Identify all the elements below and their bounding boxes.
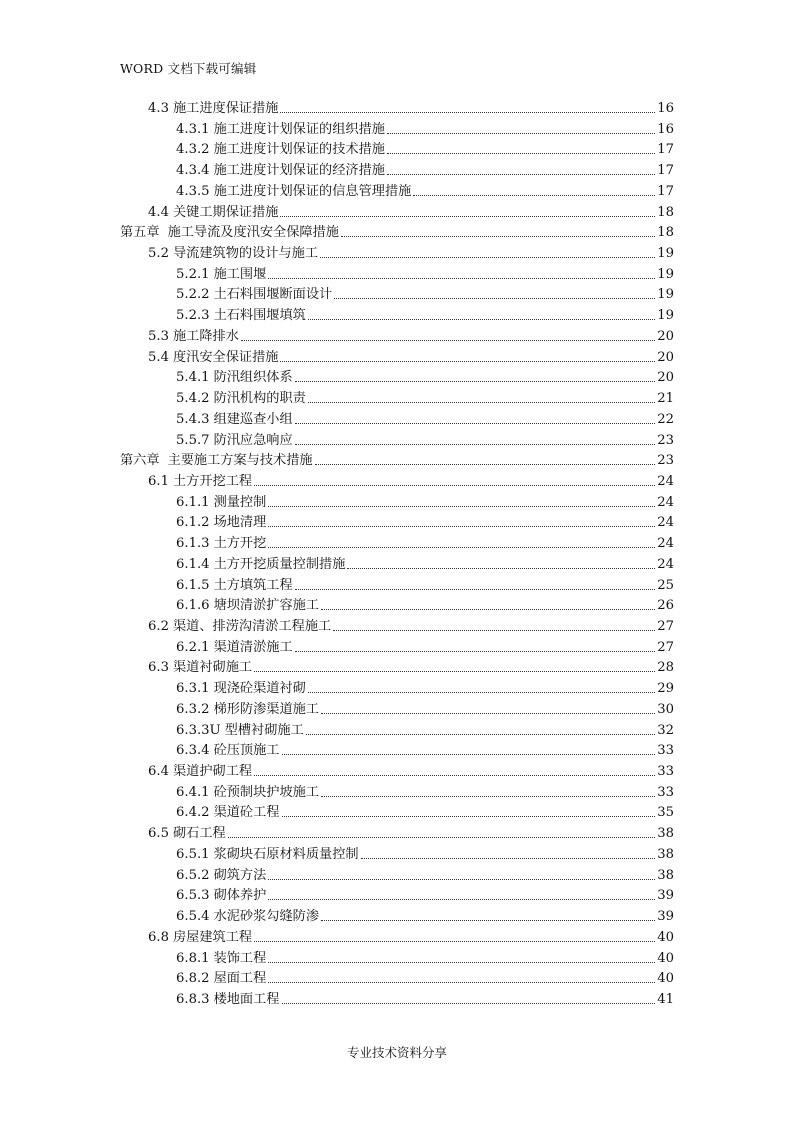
toc-entry-number: 5.3 bbox=[148, 328, 169, 344]
toc-entry-page: 20 bbox=[657, 370, 674, 386]
toc-entry-title: 施工导流及度汛安全保障措施 bbox=[167, 225, 339, 241]
toc-entry-page: 38 bbox=[657, 826, 674, 842]
toc-entry-number: 6.1.1 bbox=[176, 494, 210, 510]
toc-entry-title: 关键工期保证措施 bbox=[172, 204, 279, 220]
toc-entry-number: 6.1.4 bbox=[176, 556, 210, 572]
toc-entry-number: 6.5 bbox=[148, 826, 169, 842]
dot-leader bbox=[308, 318, 655, 320]
toc-entry-page: 19 bbox=[657, 308, 674, 324]
dot-leader bbox=[347, 567, 655, 569]
toc-entry-page: 19 bbox=[657, 287, 674, 303]
toc-entry-page: 23 bbox=[657, 453, 674, 469]
toc-entry-page: 38 bbox=[657, 867, 674, 883]
toc-entry-page: 39 bbox=[657, 909, 674, 925]
toc-entry-title: 浆砌块石原材料质量控制 bbox=[213, 846, 359, 862]
toc-entry-title: 土石料围堰填筑 bbox=[213, 308, 306, 324]
toc-entry-page: 29 bbox=[657, 681, 674, 697]
toc-entry-page: 24 bbox=[657, 536, 674, 552]
toc-entry-page: 18 bbox=[657, 204, 674, 220]
dot-leader bbox=[387, 173, 655, 175]
toc-entry[interactable] bbox=[176, 574, 674, 594]
toc-entry-page: 40 bbox=[657, 950, 674, 966]
dot-leader bbox=[413, 194, 655, 196]
toc-entry-page: 33 bbox=[657, 743, 674, 759]
toc-entry-title: 土方填筑工程 bbox=[213, 577, 293, 593]
dot-leader bbox=[334, 297, 655, 299]
toc-entry-page: 20 bbox=[657, 349, 674, 365]
toc-entry-number: 6.3.3U bbox=[176, 722, 221, 738]
toc-entry[interactable] bbox=[148, 926, 674, 946]
toc-entry[interactable] bbox=[176, 677, 674, 697]
toc-entry[interactable] bbox=[176, 781, 674, 801]
toc-entry[interactable] bbox=[176, 511, 674, 531]
dot-leader bbox=[280, 360, 655, 362]
page-footer: 专业技术资料分享 bbox=[346, 1045, 447, 1060]
toc-entry-title: 施工进度保证措施 bbox=[172, 101, 279, 116]
toc-entry-number: 6.3.4 bbox=[176, 743, 210, 759]
dot-leader bbox=[341, 235, 655, 237]
toc-entry[interactable] bbox=[176, 967, 674, 987]
toc-entry-page: 16 bbox=[657, 121, 674, 137]
toc-entry[interactable] bbox=[176, 884, 674, 904]
dot-leader bbox=[268, 546, 655, 548]
toc-entry-title: 砼预制块护坡施工 bbox=[213, 784, 320, 800]
toc-entry[interactable] bbox=[176, 366, 674, 386]
toc-entry-page: 24 bbox=[657, 473, 674, 489]
toc-entry-page: 40 bbox=[657, 929, 674, 945]
toc-entry[interactable] bbox=[176, 864, 674, 884]
toc-entry-page: 20 bbox=[657, 328, 674, 344]
toc-entry-title: 水泥砂浆勾缝防渗 bbox=[213, 909, 320, 925]
toc-entry-page: 24 bbox=[657, 494, 674, 510]
dot-leader bbox=[321, 795, 655, 797]
toc-entry[interactable] bbox=[120, 221, 674, 241]
toc-entry-title: 土石料围堰断面设计 bbox=[213, 287, 333, 303]
toc-entry[interactable] bbox=[176, 118, 674, 138]
dot-leader bbox=[282, 815, 656, 817]
toc-entry-page: 27 bbox=[657, 619, 674, 634]
toc-entry[interactable] bbox=[176, 429, 674, 449]
toc-entry-number: 5.2.2 bbox=[176, 287, 210, 303]
toc-entry-number: 5.2.1 bbox=[176, 266, 210, 282]
toc-entry-number: 6.3 bbox=[148, 660, 169, 676]
toc-entry-title: 度汛安全保证措施 bbox=[172, 349, 279, 365]
toc-entry-title: 楼地面工程 bbox=[213, 991, 280, 1007]
toc-entry[interactable] bbox=[176, 304, 674, 324]
toc-entry[interactable] bbox=[176, 283, 674, 303]
toc-entry-number: 6.1.6 bbox=[176, 598, 210, 614]
toc-entry[interactable] bbox=[176, 698, 674, 718]
toc-entry-number: 4.4 bbox=[148, 204, 169, 220]
toc-entry-title: 施工围堰 bbox=[213, 266, 267, 282]
toc-entry-number: 6.2 bbox=[148, 619, 169, 634]
toc-entry-page: 19 bbox=[657, 266, 674, 282]
toc-entry[interactable] bbox=[176, 387, 674, 407]
toc-entry-page: 38 bbox=[657, 846, 674, 862]
toc-entry-page: 27 bbox=[657, 639, 674, 655]
toc-entry-title: 房屋建筑工程 bbox=[172, 929, 253, 945]
dot-leader bbox=[280, 111, 655, 113]
toc-entry[interactable] bbox=[176, 263, 674, 283]
toc-entry-number: 4.3.5 bbox=[176, 183, 210, 199]
toc-entry[interactable] bbox=[148, 325, 674, 345]
toc-entry-number: 第六章 bbox=[120, 453, 160, 469]
dot-leader bbox=[254, 670, 655, 672]
toc-entry-page: 32 bbox=[657, 722, 674, 738]
toc-entry-title: 施工进度计划保证的信息管理措施 bbox=[213, 183, 412, 199]
toc-entry-number: 6.8.2 bbox=[176, 971, 210, 987]
toc-entry-number: 6.1.3 bbox=[176, 536, 210, 552]
toc-entry[interactable] bbox=[176, 719, 674, 739]
toc-entry-number: 6.3.1 bbox=[176, 681, 210, 697]
toc-entry[interactable] bbox=[176, 594, 674, 614]
toc-entry-title: 组建巡查小组 bbox=[213, 411, 293, 427]
toc-entry-page: 21 bbox=[657, 391, 674, 407]
toc-entry[interactable] bbox=[176, 947, 674, 967]
toc-entry-title: 施工降排水 bbox=[172, 328, 239, 344]
toc-entry[interactable] bbox=[176, 905, 674, 925]
toc-entry-number: 4.3 bbox=[148, 101, 169, 116]
toc-entry-number: 6.5.2 bbox=[176, 867, 210, 883]
toc-entry-title: 土方开挖工程 bbox=[172, 473, 253, 489]
dot-leader bbox=[361, 857, 656, 859]
toc-entry[interactable] bbox=[176, 159, 674, 179]
toc-entry-page: 33 bbox=[657, 784, 674, 800]
toc-entry-number: 6.2.1 bbox=[176, 639, 210, 655]
toc-entry[interactable] bbox=[176, 138, 674, 158]
toc-entry-title: 塘坝清淤扩容施工 bbox=[213, 598, 320, 614]
dot-leader bbox=[387, 132, 655, 134]
dot-leader bbox=[306, 733, 655, 735]
dot-leader bbox=[308, 691, 655, 693]
toc-entry-title: 施工进度计划保证的组织措施 bbox=[213, 121, 385, 137]
dot-leader bbox=[387, 152, 655, 154]
toc-entry-title: 导流建筑物的设计与施工 bbox=[172, 246, 319, 262]
toc-entry[interactable] bbox=[148, 201, 674, 221]
toc-entry[interactable] bbox=[176, 532, 674, 552]
toc-entry-number: 6.1 bbox=[148, 473, 169, 489]
dot-leader bbox=[254, 484, 655, 486]
toc-entry-title: 渠道清淤施工 bbox=[213, 639, 293, 655]
dot-leader bbox=[254, 940, 655, 942]
toc-entry-title: 型槽衬砌施工 bbox=[224, 722, 304, 738]
toc-entry-title: 渠道砼工程 bbox=[213, 805, 280, 821]
toc-entry[interactable] bbox=[148, 97, 674, 117]
toc-entry-number: 6.3.2 bbox=[176, 701, 210, 717]
dot-leader bbox=[268, 981, 655, 983]
toc-entry[interactable] bbox=[148, 346, 674, 366]
toc-entry-number: 4.3.2 bbox=[176, 142, 210, 158]
toc-entry-page: 18 bbox=[657, 225, 674, 241]
toc-entry-number: 6.5.4 bbox=[176, 909, 210, 925]
toc-entry-number: 第五章 bbox=[120, 225, 160, 241]
toc-entry-page: 41 bbox=[657, 991, 674, 1007]
toc-entry-number: 5.5.7 bbox=[176, 432, 210, 448]
toc-entry[interactable] bbox=[148, 822, 674, 842]
toc-entry-title: 装饰工程 bbox=[213, 950, 267, 966]
toc-entry-number: 5.4 bbox=[148, 349, 169, 365]
toc-entry-number: 5.4.2 bbox=[176, 391, 210, 407]
toc-entry-page: 28 bbox=[657, 660, 674, 676]
dot-leader bbox=[295, 380, 656, 382]
dot-leader bbox=[333, 629, 655, 631]
toc-entry-title: 土方开挖 bbox=[213, 536, 267, 552]
toc-entry-title: 渠道护砌工程 bbox=[172, 764, 253, 780]
toc-entry-title: 土方开挖质量控制措施 bbox=[213, 556, 346, 572]
toc-entry-page: 22 bbox=[657, 411, 674, 427]
toc-entry[interactable] bbox=[148, 242, 674, 262]
toc-entry-page: 17 bbox=[657, 142, 674, 158]
dot-leader bbox=[268, 961, 655, 963]
toc-entry-title: 场地清理 bbox=[213, 515, 267, 531]
toc-entry[interactable] bbox=[148, 615, 674, 635]
toc-entry-number: 6.4 bbox=[148, 764, 169, 780]
toc-entry-page: 17 bbox=[657, 183, 674, 199]
toc-entry-number: 5.2.3 bbox=[176, 308, 210, 324]
toc-entry-title: 砌体养护 bbox=[213, 888, 267, 904]
dot-leader bbox=[268, 505, 655, 507]
toc-entry-number: 6.1.5 bbox=[176, 577, 210, 593]
toc-entry-page: 19 bbox=[657, 246, 674, 262]
toc-entry-title: 主要施工方案与技术措施 bbox=[167, 453, 313, 469]
dot-leader bbox=[295, 443, 656, 445]
toc-entry[interactable] bbox=[148, 760, 674, 780]
dot-leader bbox=[282, 753, 656, 755]
toc-entry-title: 现浇砼渠道衬砌 bbox=[213, 681, 306, 697]
dot-leader bbox=[254, 774, 655, 776]
toc-entry[interactable] bbox=[176, 491, 674, 511]
toc-entry[interactable] bbox=[176, 180, 674, 200]
toc-entry-page: 40 bbox=[657, 971, 674, 987]
toc-entry-title: 屋面工程 bbox=[213, 971, 267, 987]
dot-leader bbox=[315, 463, 656, 465]
toc-entry-title: 梯形防渗渠道施工 bbox=[213, 701, 320, 717]
toc-entry-title: 砌石工程 bbox=[172, 826, 226, 842]
dot-leader bbox=[268, 525, 655, 527]
dot-leader bbox=[241, 339, 655, 341]
dot-leader bbox=[295, 422, 656, 424]
toc-entry-title: 施工进度计划保证的经济措施 bbox=[213, 163, 385, 179]
toc-entry-number: 5.2 bbox=[148, 246, 169, 262]
toc-entry-number: 6.1.2 bbox=[176, 515, 210, 531]
toc-entry-number: 5.4.3 bbox=[176, 411, 210, 427]
toc-entry[interactable] bbox=[176, 843, 674, 863]
dot-leader bbox=[268, 277, 655, 279]
toc-entry[interactable] bbox=[120, 449, 674, 469]
toc-entry-page: 17 bbox=[657, 163, 674, 179]
toc-entry-number: 6.4.1 bbox=[176, 784, 210, 800]
dot-leader bbox=[308, 401, 655, 403]
toc-entry-number: 6.8.1 bbox=[176, 950, 210, 966]
toc-entry-page: 33 bbox=[657, 764, 674, 780]
toc-entry-page: 24 bbox=[657, 515, 674, 531]
toc-entry[interactable] bbox=[176, 988, 674, 1008]
page-header: WORD 文档下载可编辑 bbox=[120, 61, 257, 76]
toc-entry-page: 24 bbox=[657, 556, 674, 572]
toc-entry-title: 防汛应急响应 bbox=[213, 432, 293, 448]
toc-entry-page: 26 bbox=[657, 598, 674, 614]
toc-entry-page: 16 bbox=[657, 101, 674, 116]
toc-entry[interactable] bbox=[176, 408, 674, 428]
toc-entry-number: 4.3.1 bbox=[176, 121, 210, 137]
dot-leader bbox=[295, 650, 656, 652]
toc-entry-page: 39 bbox=[657, 888, 674, 904]
toc-entry-title: 防汛机构的职责 bbox=[213, 391, 306, 407]
toc-entry-number: 6.8 bbox=[148, 929, 169, 945]
dot-leader bbox=[321, 712, 655, 714]
toc-entry[interactable] bbox=[176, 636, 674, 656]
toc-entry-page: 30 bbox=[657, 701, 674, 717]
toc-entry-title: 砼压顶施工 bbox=[213, 743, 280, 759]
dot-leader bbox=[282, 1002, 656, 1004]
toc-entry-page: 35 bbox=[657, 805, 674, 821]
toc-entry-number: 5.4.1 bbox=[176, 370, 210, 386]
toc-entry-title: 施工进度计划保证的技术措施 bbox=[213, 142, 385, 158]
dot-leader bbox=[268, 878, 655, 880]
toc-entry-number: 6.5.1 bbox=[176, 846, 210, 862]
dot-leader bbox=[280, 215, 655, 217]
toc-entry[interactable] bbox=[148, 656, 674, 676]
toc-entry[interactable] bbox=[176, 553, 674, 573]
toc-entry[interactable] bbox=[176, 739, 674, 759]
toc-entry-title: 测量控制 bbox=[213, 494, 267, 510]
toc-entry-page: 25 bbox=[657, 577, 674, 593]
toc-entry-title: 渠道、排涝沟清淤工程施工 bbox=[172, 619, 332, 634]
dot-leader bbox=[228, 836, 655, 838]
dot-leader bbox=[320, 256, 655, 258]
toc-entry[interactable] bbox=[176, 801, 674, 821]
toc-entry-number: 4.3.4 bbox=[176, 163, 210, 179]
toc-entry-number: 6.5.3 bbox=[176, 888, 210, 904]
toc-entry-title: 渠道衬砌施工 bbox=[172, 660, 253, 676]
toc-entry[interactable] bbox=[148, 470, 674, 490]
toc-entry-title: 防汛组织体系 bbox=[213, 370, 293, 386]
toc-entry-number: 6.8.3 bbox=[176, 991, 210, 1007]
toc-entry-number: 6.4.2 bbox=[176, 805, 210, 821]
dot-leader bbox=[295, 588, 656, 590]
toc-entry-title: 砌筑方法 bbox=[213, 867, 267, 883]
dot-leader bbox=[268, 898, 655, 900]
dot-leader bbox=[321, 919, 655, 921]
toc-entry-page: 23 bbox=[657, 432, 674, 448]
dot-leader bbox=[321, 608, 655, 610]
